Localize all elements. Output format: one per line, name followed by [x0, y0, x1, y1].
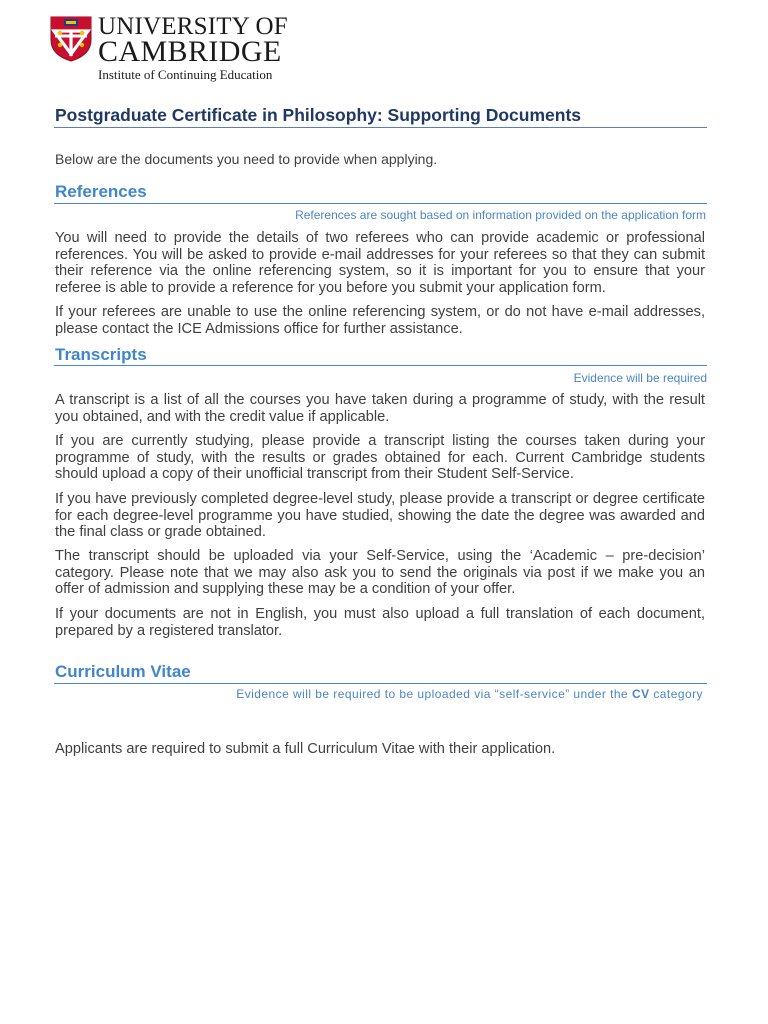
transcripts-paragraph-2: If you are currently studying, please provide a transcript listing the courses taken during your programme of study, with the results or grades obtained for each. Current Cambridge students should upload a copy of their unofficial transcript from their Student Self-Service. — [55, 433, 705, 483]
university-wordmark: UNIVERSITY OF — [98, 13, 288, 40]
cv-divider — [54, 683, 707, 684]
cv-note-prefix: Evidence will be required to be uploaded via “self-service” under the — [236, 687, 629, 701]
section-heading-cv: Curriculum Vitae — [55, 662, 191, 681]
transcripts-paragraph-5: If your documents are not in English, you must also upload a full translation of each document, prepared by a registered translator. — [55, 606, 705, 639]
references-divider — [54, 203, 707, 204]
cambridge-crest-icon — [50, 16, 92, 62]
intro-text: Below are the documents you need to provide when applying. — [55, 151, 438, 167]
transcripts-divider — [54, 365, 707, 366]
section-heading-transcripts: Transcripts — [55, 345, 147, 364]
cv-paragraph: Applicants are required to submit a full Curriculum Vitae with their application. — [55, 741, 556, 757]
cv-note-suffix: category — [653, 687, 703, 701]
cambridge-wordmark: CAMBRIDGE — [98, 35, 282, 68]
institution-logo — [50, 14, 310, 84]
transcripts-paragraph-1: A transcript is a list of all the courses you have taken during a programme of study, with the result you obtained, and with the credit value if applicable. — [55, 392, 705, 425]
references-note: References are sought based on information provided on the application form — [295, 208, 706, 222]
cv-note-bold: CV — [631, 687, 650, 701]
transcripts-note: Evidence will be required — [573, 371, 707, 385]
page-title: Postgraduate Certificate in Philosophy: Supporting Documents — [55, 105, 582, 125]
title-divider — [54, 127, 707, 128]
references-paragraph-2: If your referees are unable to use the online referencing system, or do not have e-mail addresses, please contact the ICE Admissions office for further assistance. — [55, 304, 705, 337]
transcripts-paragraph-4: The transcript should be uploaded via your Self-Service, using the ‘Academic – pre-decision’ category. Please note that we may also ask you to send the originals via post if we make you an offer of admission and supplying these may be a condition of your offer. — [55, 548, 705, 598]
transcripts-paragraph-3: If you have previously completed degree-level study, please provide a transcript or degree certificate for each degree-level programme you have studied, showing the date the degree was awarded and the final class or grade obtained. — [55, 491, 705, 541]
references-paragraph-1: You will need to provide the details of two referees who can provide academic or professional references. You will be asked to provide e-mail addresses for your referees so that they can submit their reference via the online referencing system, so it is important for you to ensure that your referee is able to provide a reference for you before you submit your application form. — [55, 230, 705, 296]
institute-name: Institute of Continuing Education — [98, 67, 273, 82]
section-heading-references: References — [55, 182, 147, 201]
cv-note — [236, 687, 703, 702]
